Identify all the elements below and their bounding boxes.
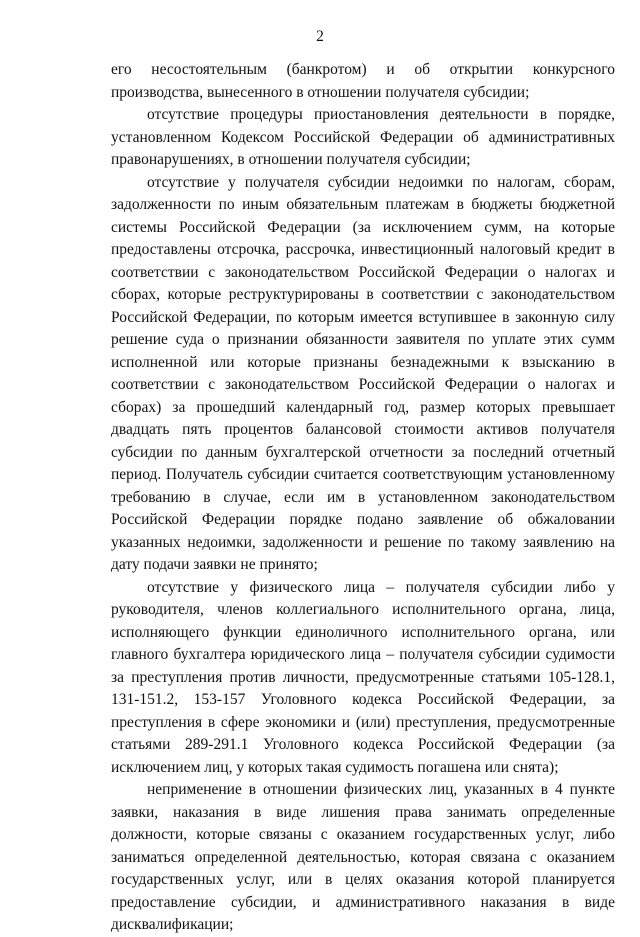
page-number: 2 <box>316 28 324 45</box>
paragraph-continuation: его несостоятельным (банкротом) и об открытии конкурсного производства, вынесенного в отношении получателя субсидии; <box>111 61 615 101</box>
paragraph-criminal-record: отсутствие у физического лица – получателя субсидии либо у руководителя, членов коллегиального исполнительного органа, лица, исполняющего функции единоличного исполнительного органа, или главного бухгалтера юридического лица – получателя субсидии судимости за преступления против личности, предусмотренные статьями 105-128.1, 131-151.2, 153-157 Уголовного кодекса Российской Федерации, за преступления в сфере экономики и (или) преступления, предусмотренные статьями 289-291.1 Уголовного кодекса Российской Федерации (за исключением лиц, у которых такая судимость погашена или снята); <box>111 578 615 776</box>
paragraph-disqualification: неприменение в отношении физических лиц, указанных в 4 пункте заявки, наказания в виде лишения права занимать определенные должности, которые связаны с оказанием государственных услуг, либо заниматься определенной деятельностью, которая связана с оказанием государственных услуг, или в целях оказания которой планируется предоставление субсидии, и административного наказания в виде дисквалификации; <box>111 781 615 933</box>
paragraph-suspension-procedure: отсутствие процедуры приостановления деятельности в порядке, установленном Кодексом Российской Федерации об административных правонарушениях, в отношении получателя субсидии; <box>111 106 615 168</box>
paragraph-tax-arrears: отсутствие у получателя субсидии недоимки по налогам, сборам, задолженности по иным обязательным платежам в бюджеты бюджетной системы Российской Федерации (за исключением сумм, на которые предоставлены отсрочка, рассрочка, инвестиционный налоговый кредит в соответствии с законодательством Российской Федерации о налогах и сборах, которые реструктурированы в соответствии с законодательством Российской Федерации, по которым имеется вступившее в законную силу решение суда о признании обязанности заявителя по уплате этих сумм исполненной или которые признаны безнадежными к взысканию в соответствии с законодательством Российской Федерации о налогах и сборах) за прошедший календарный год, размер которых превышает двадцать пять процентов балансовой стоимости активов получателя субсидии по данным бухгалтерской отчетности за последний отчетный период. Получатель субсидии считается соответствующим установленному требованию в случае, если им в установленном законодательством Российской Федерации порядке подано заявление об обжаловании указанных недоимки, задолженности и решение по такому заявлению на дату подачи заявки не принято; <box>111 173 615 573</box>
document-body <box>111 59 615 937</box>
